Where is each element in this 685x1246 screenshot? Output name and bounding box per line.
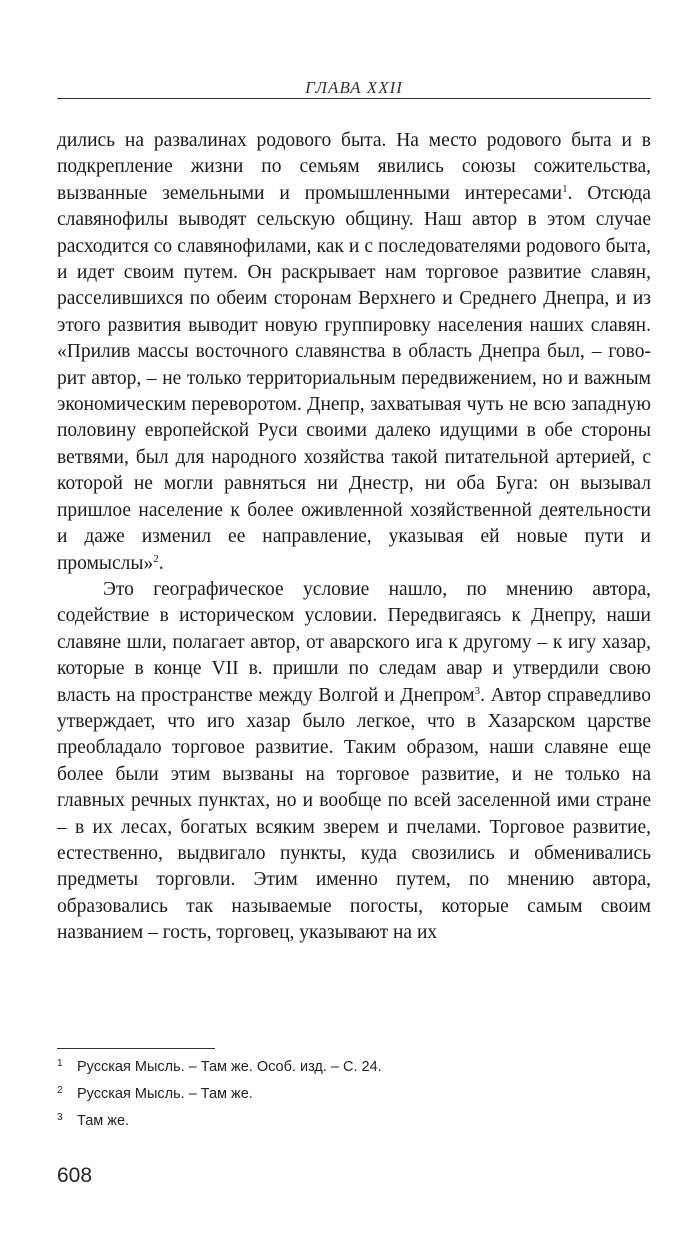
footnote-separator <box>57 1048 215 1049</box>
footnote-reference: 2 <box>153 552 159 565</box>
footnote-1: 1 Русская Мысль. – Там же. Особ. изд. – С. 24. <box>57 1058 382 1075</box>
paragraph <box>57 577 651 947</box>
footnote-reference: 1 <box>562 182 568 195</box>
page-number: 608 <box>57 1164 93 1187</box>
footnote-text: Там же. <box>77 1113 130 1129</box>
paragraph-text: . Автор справедливо утверждает, что иго хазар было легкое, что в Хазарском царстве преобладало торговое развитие. Таким образом, наши славяне еще более были этим вызваны на торговое развитие, и не только на главных речных пунктах, но и вообще по всей заселенной ими стране – в их лесах, богатых всяким зверем и пчелами. Торговое развитие, естественно, выдвигало пункты, куда свозились и обменивались предметы торговли. Этим именно путем, по мнению автора, образовались так называемые погосты, которые самым своим названием – гость, торговец, указывают на их <box>57 684 651 944</box>
footnote-text: Русская Мысль. – Там же. <box>77 1086 253 1102</box>
paragraph-text: дились на развалинах родового быта. На место родового быта и в подкрепление жизни по семьям явились союзы сожительства, вызванные земельными и промышленными интересами <box>57 130 651 204</box>
footnote-reference: 3 <box>474 684 481 697</box>
footnotes <box>57 1056 651 1137</box>
footnote-2: 2 Русская Мысль. – Там же. <box>57 1085 253 1102</box>
paragraph <box>57 128 651 577</box>
paragraph-text: . <box>158 552 164 574</box>
header-rule <box>57 98 651 99</box>
running-header: ГЛАВА XXII <box>305 78 403 97</box>
footnote-text: Русская Мысль. – Там же. Особ. изд. – С. 24. <box>77 1059 382 1075</box>
paragraph-text: Это географическое условие нашло, по мнению автора, содействие в историческом условии. Передвигаясь к Днепру, наши славяне шли, полагает автор, от аварского ига к другому – к игу хазар, которые в конце VII в. пришли по следам авар и утвердили свою власть на пространстве между Волгой и Днепром <box>57 578 651 706</box>
paragraph-text: . Отсюда славянофилы выводят сельскую общину. Наш автор в этом случае расходится со славянофилами, как и с последователями родового быта, и идет своим путем. Он раскрывает нам торговое развитие славян, расселившихся по обеим сторонам Верхнего и Среднего Днепра, и из этого развития выводит новую группировку населения наших славян. «Прилив массы восточного славянства в область Днепра был, – говорит автор, – не только территориальным передвижением, но и важным экономическим переворотом. Днепр, захватывая чуть не всю западную половину европейской Руси своими далеко идущими в обе стороны ветвями, был для народного хозяйства такой питательной артерией, с которой не могли равняться ни Днестр, ни оба Буга: он вызывал пришлое население к более оживленной хозяйственной деятельности и даже изменил ее направление, указывая ей новые пути и промыслы» <box>57 182 652 574</box>
body-text <box>57 128 651 947</box>
footnote-3: 3 Там же. <box>57 1112 130 1129</box>
